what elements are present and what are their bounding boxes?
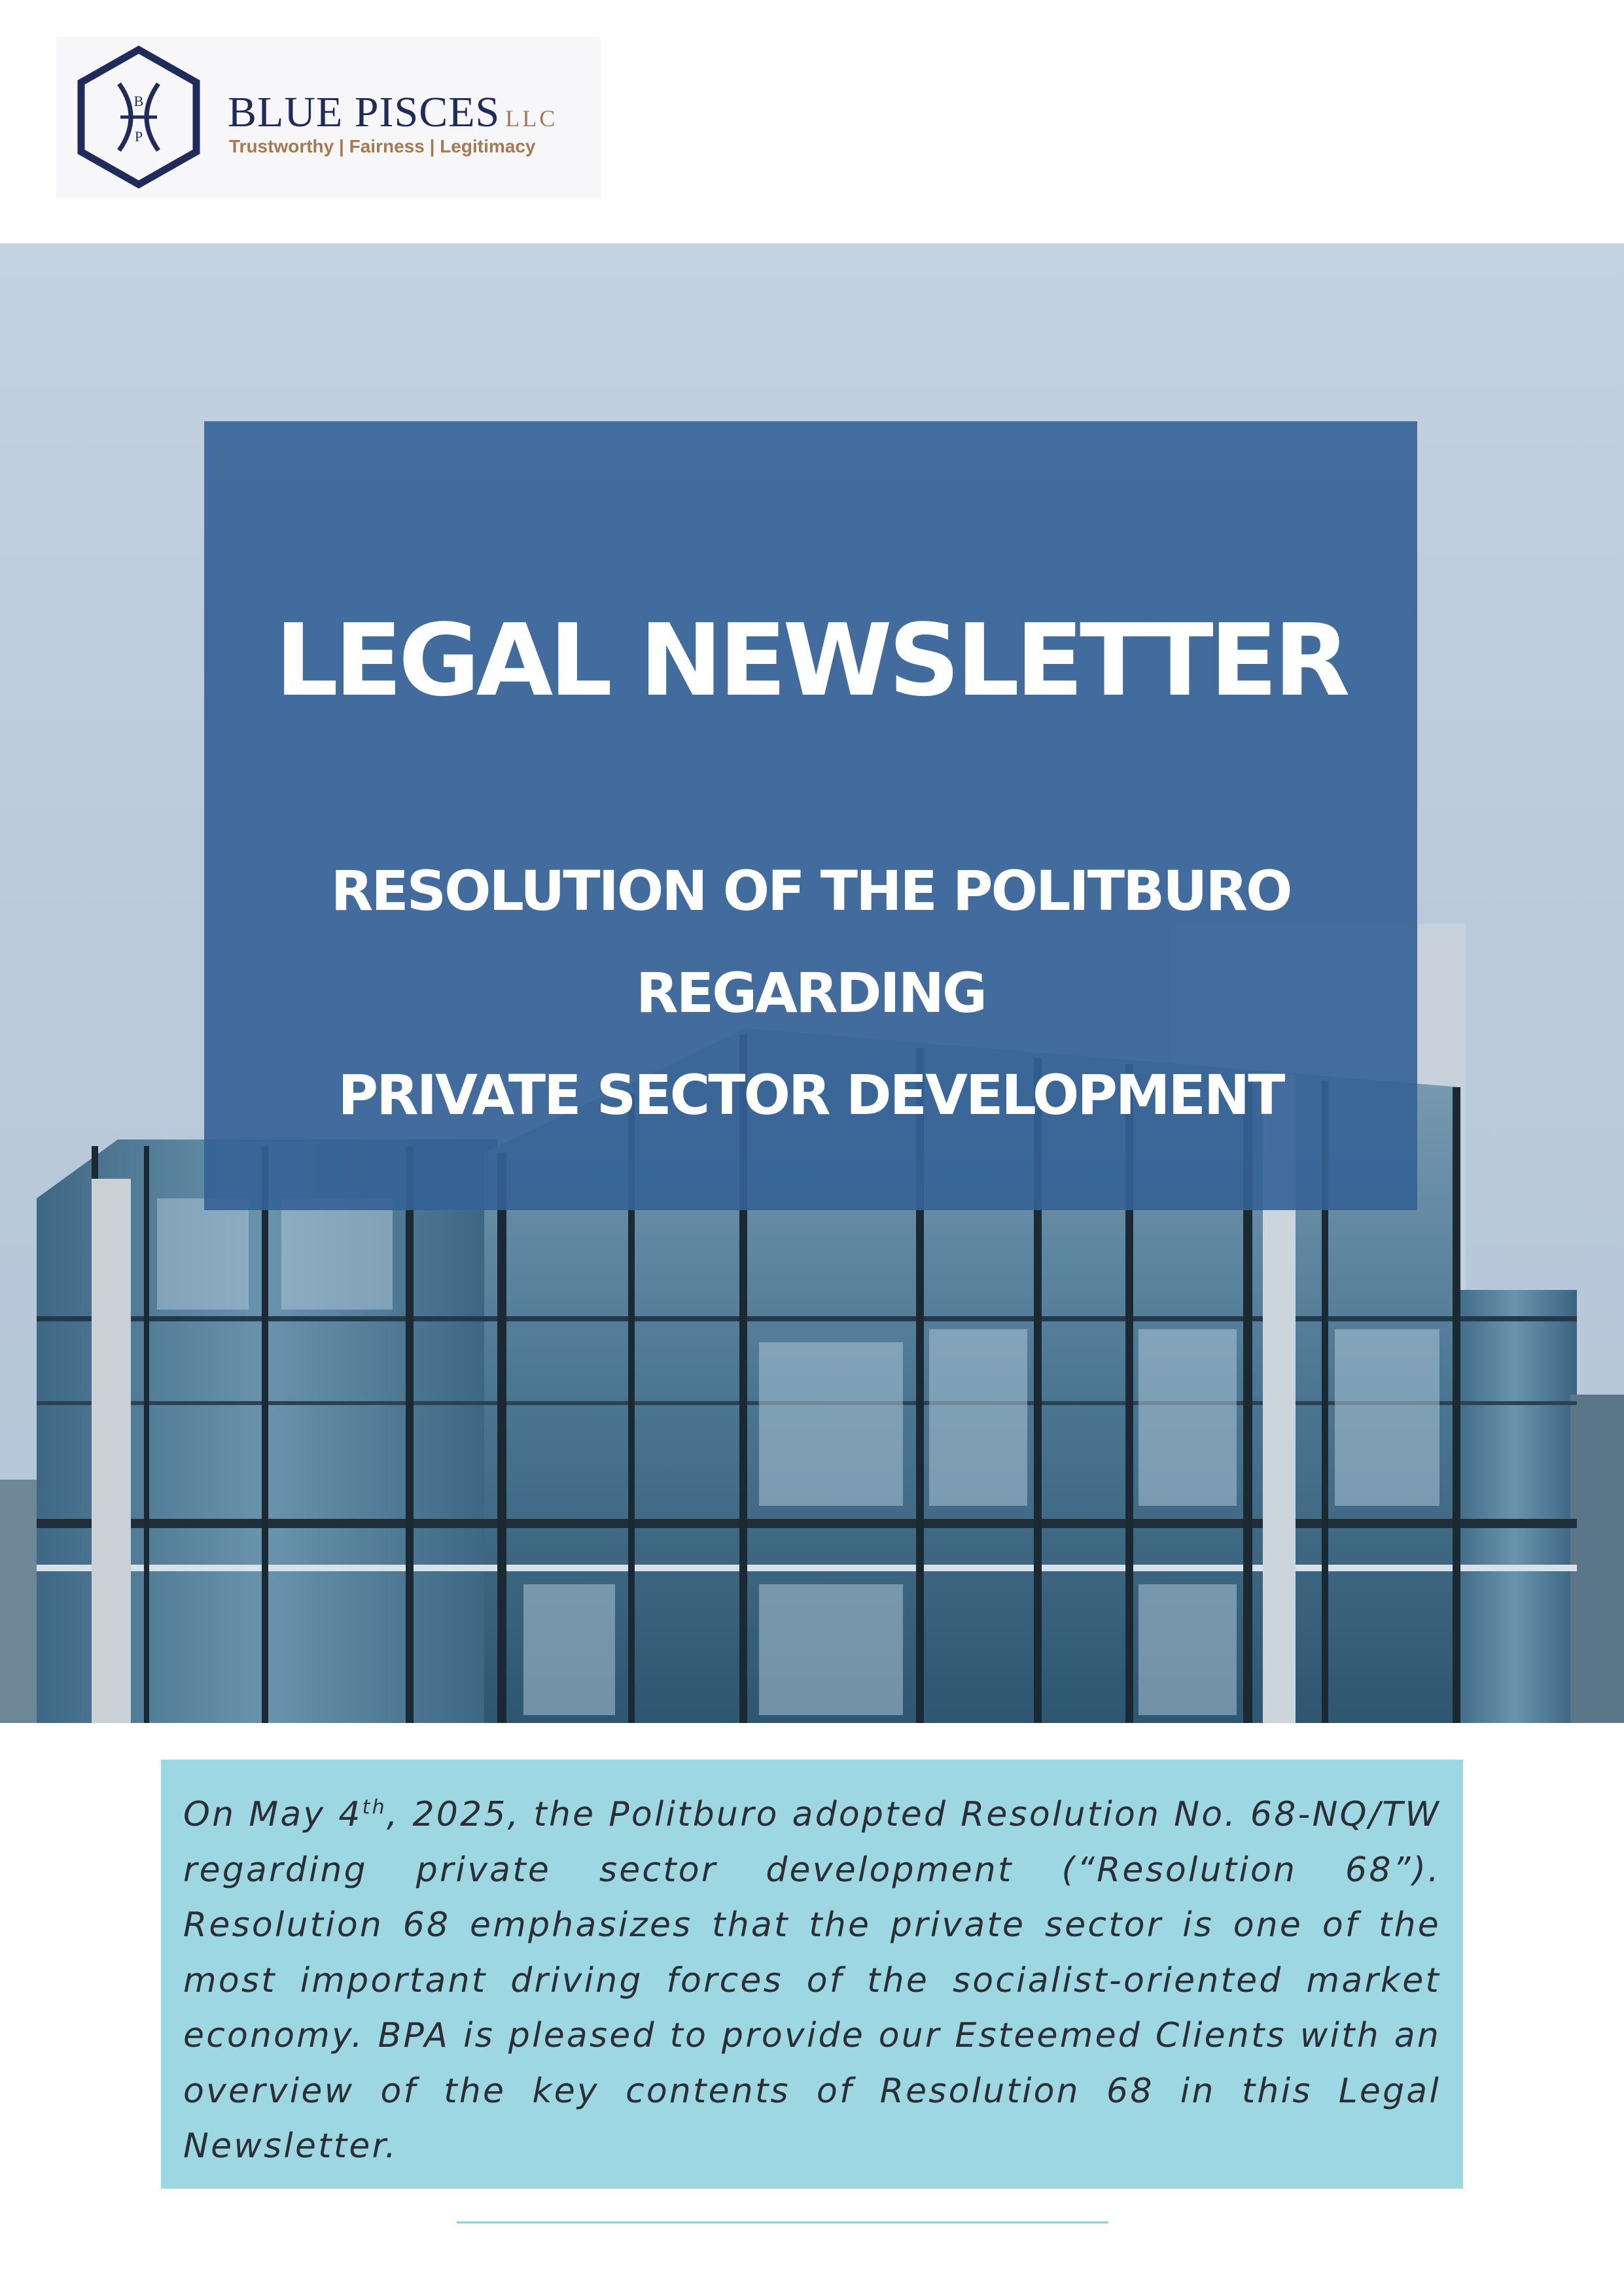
logo-monogram-top: B <box>133 93 144 109</box>
company-name <box>228 88 557 137</box>
company-name-text: BLUE PISCES <box>228 88 501 136</box>
intro-paragraph <box>183 1787 1441 2174</box>
company-tagline: Trustworthy | Fairness | Legitimacy <box>229 136 536 156</box>
newsletter-subtitle <box>204 840 1417 1146</box>
intro-date: On May 4 <box>183 1795 362 1834</box>
company-suffix: LLC <box>505 105 558 131</box>
intro-summary-box <box>161 1760 1463 2189</box>
subtitle-line-2: PRIVATE SECTOR DEVELOPMENT <box>338 1063 1284 1127</box>
intro-text: , 2025, the Politburo adopted Resolution No. 68-NQ/TW regarding private sector development (“Resolution 68”). Resolution 68 emphasizes that the private sector is one of the most important driving forces of the socialist-oriented market economy. BPA is pleased to provide our Esteemed Clients with an overview of the key contents of Resolution 68 in this Legal Newsletter. <box>183 1795 1441 2166</box>
subtitle-line-1: RESOLUTION OF THE POLITBURO REGARDING <box>330 859 1291 1025</box>
pisces-hexagon-icon <box>75 46 203 188</box>
company-logo <box>56 37 601 198</box>
logo-monogram-bottom: P <box>134 128 143 145</box>
cover-title-panel <box>204 421 1417 1210</box>
newsletter-title: LEGAL NEWSLETTER <box>275 602 1347 718</box>
hero-building-image <box>0 243 1624 1723</box>
divider-line <box>457 2221 1108 2223</box>
intro-date-superscript: th <box>362 1796 387 1819</box>
